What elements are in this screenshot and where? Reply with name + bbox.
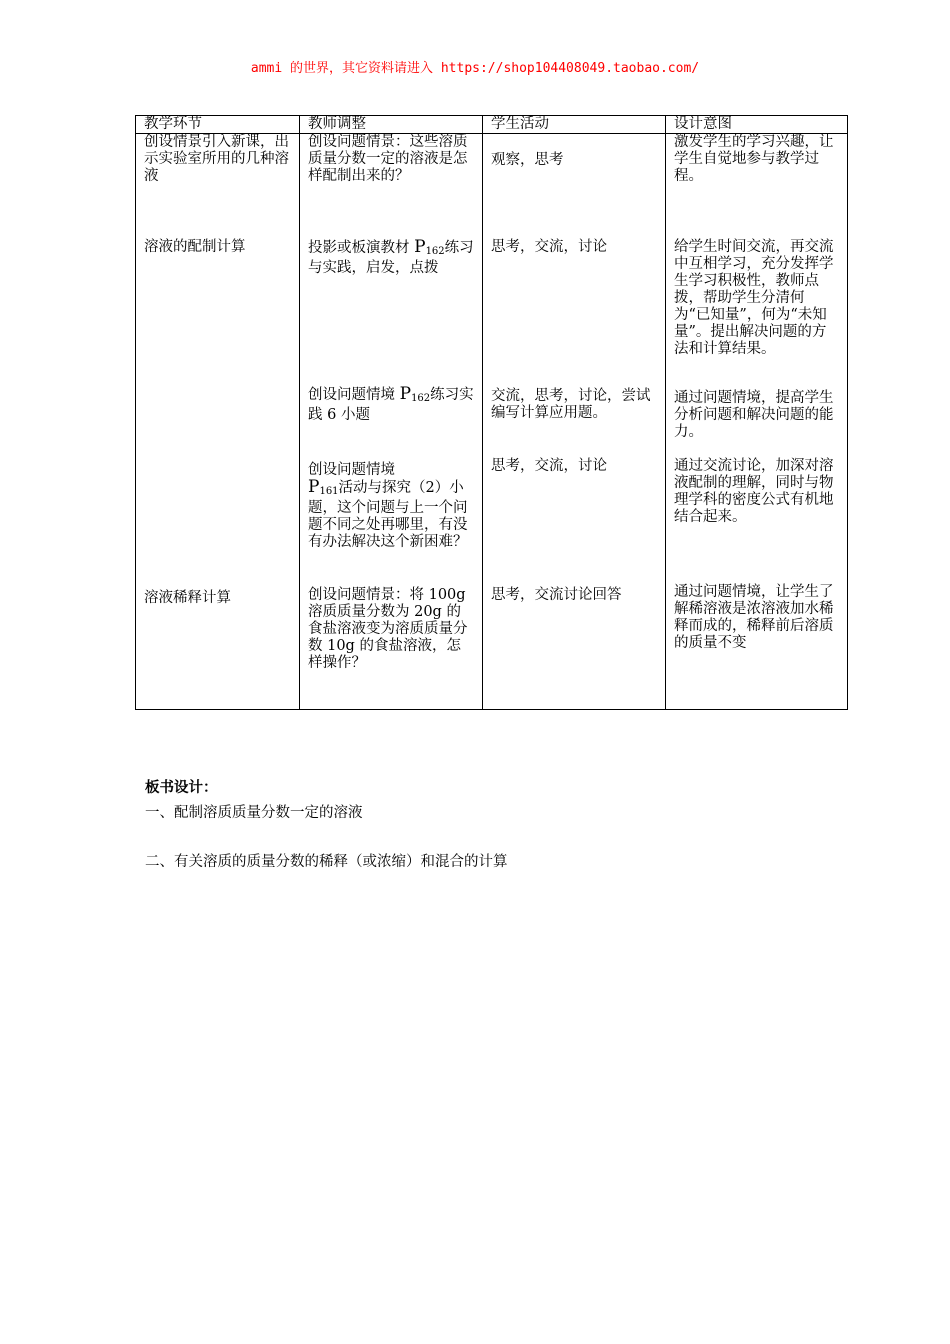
teacher-page-number: 162 bbox=[425, 245, 445, 257]
cell-student: 思考，交流，讨论 bbox=[483, 458, 666, 584]
table-row bbox=[136, 386, 848, 458]
header-stage: 教学环节 bbox=[136, 116, 300, 134]
teacher-text-post: 练习与实践，启发，点拨 bbox=[308, 239, 474, 276]
teacher-text-pre: 创设问题情境 bbox=[308, 461, 395, 478]
cell-teacher: 创设问题情景：将 100g 溶质质量分数为 20g 的食盐溶液变为溶质质量分数 10g 的食盐溶液，怎样操作？ bbox=[300, 584, 483, 710]
table-row bbox=[136, 584, 848, 710]
teacher-page-letter: P bbox=[414, 236, 426, 257]
cell-intent: 通过交流讨论，加深对溶液配制的理解，同时与物理学科的密度公式有机地结合起来。 bbox=[666, 458, 848, 584]
cell-intent: 给学生时间交流，再交流中互相学习，充分发挥学生学习积极性，教师点拨，帮助学生分清何为“已知量”，何为“未知量”。提出解决问题的方法和计算结果。 bbox=[666, 234, 848, 386]
page-header-watermark: ammi 的世界，其它资料请进入 https://shop104408049.taobao.com/ bbox=[250, 61, 700, 76]
cell-intent: 通过问题情境，让学生了解稀溶液是浓溶液加水稀释而成的，稀释前后溶质的质量不变 bbox=[666, 584, 848, 710]
header-intent: 设计意图 bbox=[666, 116, 848, 134]
cell-stage: 溶液的配制计算 bbox=[136, 234, 300, 386]
cell-student: 思考，交流讨论回答 bbox=[483, 584, 666, 710]
teacher-page-letter: P bbox=[308, 476, 320, 497]
student-text: 观察，思考 bbox=[491, 152, 564, 168]
cell-teacher bbox=[300, 383, 483, 458]
cell-stage: 溶液稀释计算 bbox=[136, 584, 300, 710]
cell-intent: 激发学生的学习兴趣，让学生自觉地参与教学过程。 bbox=[666, 134, 848, 234]
teacher-page-letter: P bbox=[399, 383, 412, 404]
teaching-plan-table bbox=[135, 115, 848, 710]
board-design-item-1: 一、配制溶质质量分数一定的溶液 bbox=[145, 805, 363, 821]
board-design-title: 板书设计： bbox=[145, 780, 218, 796]
table-row bbox=[136, 458, 848, 584]
teacher-page-number: 162 bbox=[411, 392, 431, 404]
teacher-text-pre: 投影或板演教材 bbox=[308, 239, 415, 256]
teacher-page-number: 161 bbox=[319, 485, 339, 497]
table-row bbox=[136, 134, 848, 234]
teacher-text-post: 练习实践 6 小题 bbox=[308, 386, 474, 423]
cell-student: 思考，交流，讨论 bbox=[483, 234, 666, 386]
board-design-item-2: 二、有关溶质的质量分数的稀释（或浓缩）和混合的计算 bbox=[145, 854, 508, 870]
cell-teacher bbox=[300, 234, 483, 386]
cell-teacher: 创设问题情景：这些溶质质量分数一定的溶液是怎样配制出来的？ bbox=[300, 134, 483, 234]
cell-teacher bbox=[300, 458, 483, 584]
cell-stage bbox=[136, 458, 300, 584]
teacher-text-post: 活动与探究（2）小题，这个问题与上一个问题不同之处再哪里，有没有办法解决这个新困难？ bbox=[308, 479, 468, 550]
table-row bbox=[136, 234, 848, 386]
teacher-text-pre: 创设问题情境 bbox=[308, 386, 400, 403]
cell-stage bbox=[136, 386, 300, 458]
header-teacher: 教师调整 bbox=[300, 116, 483, 134]
cell-student bbox=[483, 134, 666, 234]
cell-student: 交流，思考，讨论，尝试编写计算应用题。 bbox=[483, 386, 666, 458]
header-student: 学生活动 bbox=[483, 116, 666, 134]
cell-stage: 创设情景引入新课，出示实验室所用的几种溶液 bbox=[136, 134, 300, 234]
table-header-row bbox=[136, 116, 848, 134]
cell-intent: 通过问题情境，提高学生分析问题和解决问题的能力。 bbox=[666, 386, 848, 458]
